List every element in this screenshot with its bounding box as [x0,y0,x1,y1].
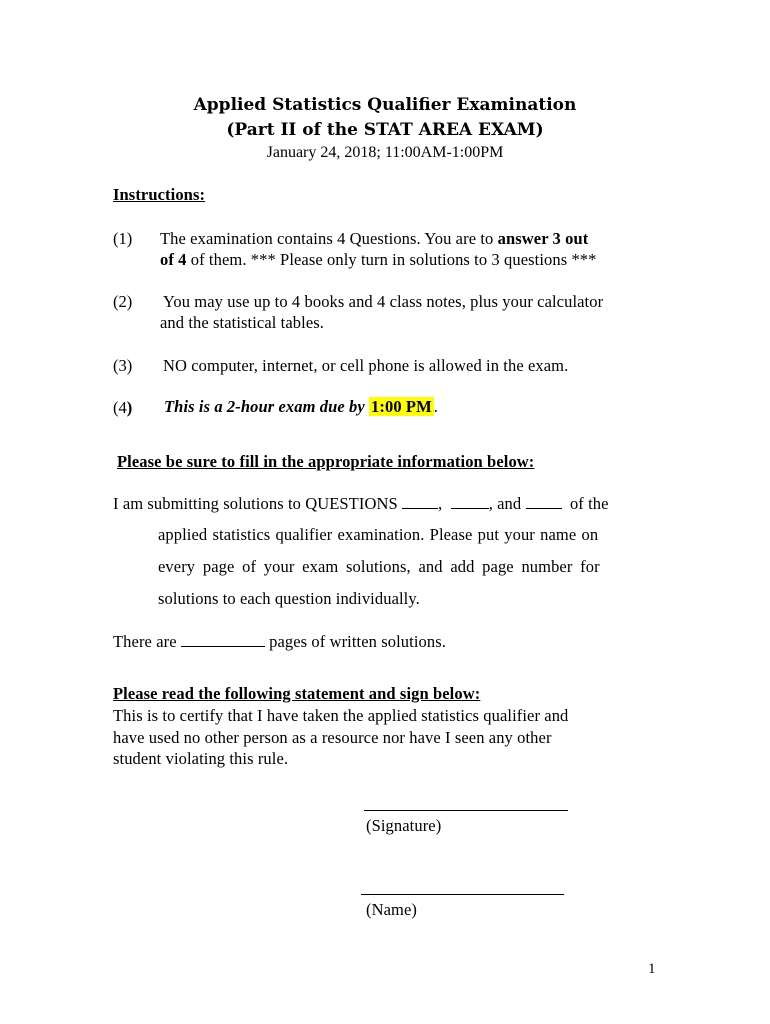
statement-line-3: student violating this rule. [113,749,289,768]
submit-prefix: I am submitting solutions to QUESTIONS [113,494,402,513]
submit-suffix: of the [569,494,609,513]
question-blank-1[interactable] [402,496,438,509]
instruction-4-line-1 [164,397,438,417]
signature-line[interactable] [364,810,568,811]
page-number: 1 [648,961,656,977]
submit-line-4: solutions to each question individually. [158,589,420,608]
name-line[interactable] [361,894,564,895]
instruction-3-line-1: NO computer, internet, or cell phone is allowed in the exam. [163,356,569,375]
page-subtitle: (Part II of the STAT AREA EXAM) [226,120,544,140]
due-time-highlight: 1:00 PM [371,397,432,416]
question-blank-2[interactable] [451,496,489,509]
instruction-4-num-open: (4 [113,398,127,417]
exam-date: January 24, 2018; 11:00AM-1:00PM [266,144,504,161]
instruction-number-2: (2) [113,292,133,311]
submit-sep-2: , and [488,494,522,513]
instruction-1-text: The examination contains 4 Questions. You are to [160,229,498,248]
signature-label: (Signature) [366,816,442,835]
pages-count-blank[interactable] [181,634,265,647]
instruction-number-1: (1) [113,229,133,248]
submit-line-2: applied statistics qualifier examination. Please put your name on [158,525,599,544]
instruction-2-line-1: You may use up to 4 books and 4 class notes, plus your calculator [163,292,604,311]
instruction-4-tail: . [433,397,439,416]
page-title: Applied Statistics Qualifier Examination [193,95,577,115]
instruction-1-rest: of them. *** Please only turn in solutions to 3 questions *** [186,250,597,269]
submit-questions-line [113,494,609,514]
instructions-heading: Instructions: [113,185,206,204]
instruction-1-bold-2: of 4 [160,250,187,269]
statement-heading: Please read the following statement and sign below: [113,684,481,703]
submit-sep-1: , [438,494,443,513]
pages-suffix: pages of written solutions. [264,632,446,651]
instruction-1-line-2 [160,250,597,270]
instruction-4-num-close: ) [126,398,133,417]
statement-line-1: This is to certify that I have taken the applied statistics qualifier and [113,706,569,725]
name-label: (Name) [366,900,417,919]
instruction-1-line-1 [160,229,588,249]
instruction-1-bold: answer 3 out [497,229,589,248]
instruction-number-3: (3) [113,356,133,375]
pages-count-line [113,632,446,652]
submit-line-3: every page of your exam solutions, and add page number for [158,557,600,576]
question-blank-3[interactable] [526,496,562,509]
instruction-number-4 [113,398,132,418]
instruction-2-line-2: and the statistical tables. [160,313,324,332]
fill-info-heading: Please be sure to fill in the appropriate information below: [117,452,535,471]
statement-line-2: have used no other person as a resource nor have I seen any other [113,728,552,747]
instruction-4-italic: This is a 2-hour exam due by [164,397,370,416]
pages-prefix: There are [113,632,181,651]
